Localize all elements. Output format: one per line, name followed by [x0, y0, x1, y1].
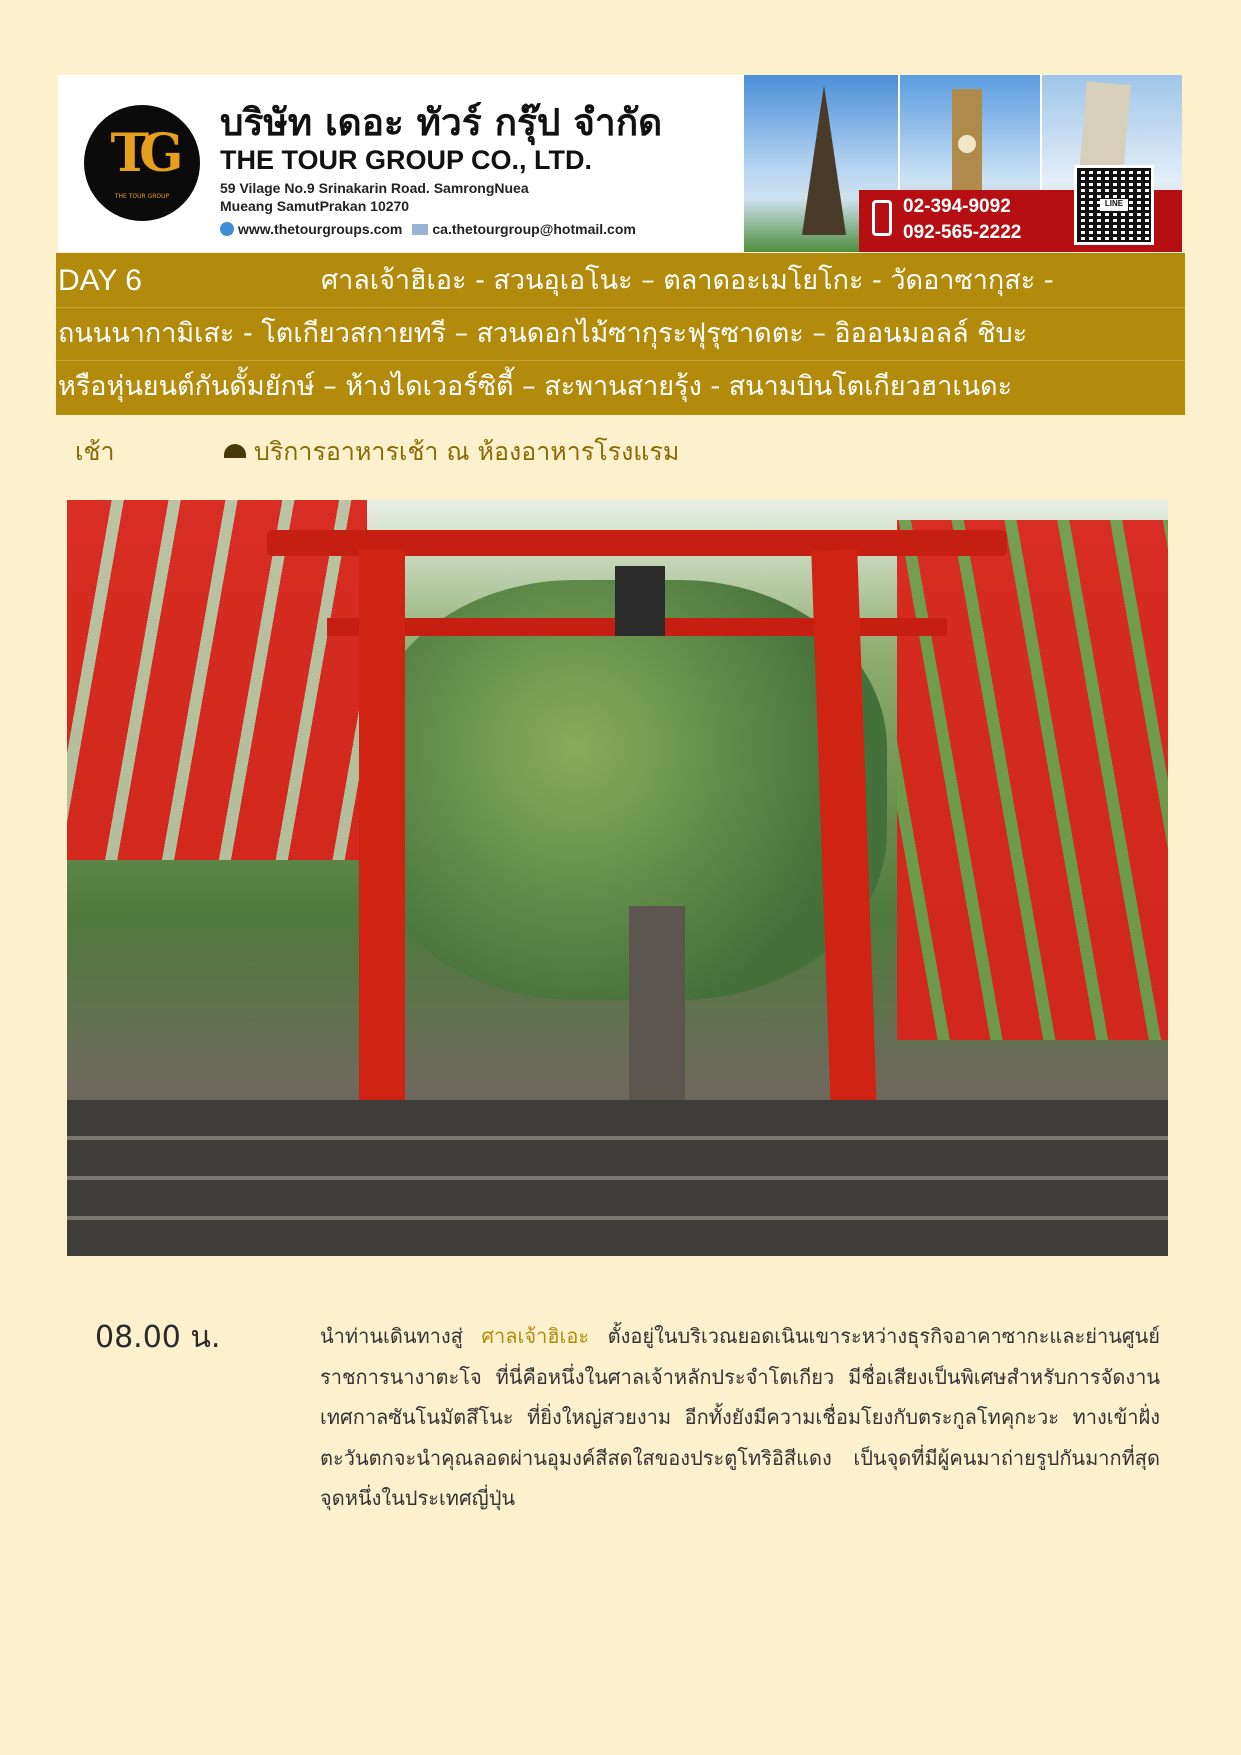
schedule-time: 08.00 น.	[95, 1320, 221, 1355]
day-title-line-1: ศาลเจ้าฮิเอะ - สวนอุเอโนะ – ตลาดอะเมโยโกะ - วัดอาซากุสะ -	[321, 265, 1054, 296]
phone-number-1[interactable]: 02-394-9092	[903, 196, 1011, 217]
address-line-2: Mueang SamutPrakan 10270	[220, 198, 410, 214]
day-title-bar	[56, 253, 1185, 415]
day-title-line-3: หรือหุ่นยนต์กันดั้มยักษ์ – ห้างไดเวอร์ซิตี้ – สะพานสายรุ้ง - สนามบินโตเกียวฮาเนดะ	[58, 371, 1013, 402]
trees	[367, 580, 887, 1000]
hie-shrine-photo	[67, 500, 1168, 1256]
torii-plaque	[615, 566, 665, 636]
email-link[interactable]: ca.thetourgroup@hotmail.com	[432, 221, 636, 237]
stone-steps	[67, 1100, 1168, 1256]
clock-face-icon	[958, 135, 976, 153]
torii-left-pillar	[359, 550, 405, 1110]
contact-line	[220, 221, 636, 237]
company-logo	[84, 105, 200, 221]
logo-monogram: TG	[110, 123, 174, 184]
company-name-thai: บริษัท เดอะ ทัวร์ กรุ๊ป จำกัด	[220, 101, 663, 144]
day-title-line-2: ถนนนากามิเสะ - โตเกียวสกายทรี – สวนดอกไม้ซากุระฟุรุซาดตะ – อิออนมอลล์ ชิบะ	[58, 318, 1028, 349]
red-banners-right	[897, 520, 1168, 1040]
schedule-body: ตั้งอยู่ในบริเวณยอดเนินเขาระหว่างธุรกิจอาคาซากะและย่านศูนย์ราชการนางาตะโจ ที่นี่คือหนึ่งในศาลเจ้าหลักประจำโตเกียว มีชื่อเสียงเป็นพิเศษสำหรับการจัดงานเทศกาลซันโนมัตสึโนะ ที่ยิ่งใหญ่สวยงาม อีกทั้งยังมีความเชื่อมโยงกับตระกูลโทคุกะวะ ทางเข้าฝั่งตะวันตกจะนำคุณลอดผ่านอุมงค์สีสดใสของประตูโทริอิสีแดง เป็นจุดที่มีผู้คนมาถ่ายรูปกันมากที่สุดจุดหนึ่งในประเทศญี่ปุ่น	[320, 1324, 1160, 1510]
dining-icon	[224, 444, 246, 458]
meal-description	[224, 432, 679, 472]
email-icon	[412, 224, 428, 235]
phone-number-2[interactable]: 092-565-2222	[903, 222, 1022, 243]
day-label: DAY 6	[58, 264, 142, 297]
landmark-photos	[744, 75, 1182, 252]
company-banner	[58, 75, 1182, 252]
address-line-1: 59 Vilage No.9 Srinakarin Road. SamrongNuea	[220, 180, 529, 196]
qr-label: LINE	[1100, 199, 1128, 211]
logo-caption: THE TOUR GROUP	[114, 193, 170, 200]
schedule-description	[320, 1316, 1160, 1519]
meal-text: บริการอาหารเช้า ณ ห้องอาหารโรงแรม	[254, 437, 680, 466]
company-name-english: THE TOUR GROUP CO., LTD.	[220, 145, 593, 175]
schedule-highlight: ศาลเจ้าฮิเอะ	[481, 1324, 590, 1348]
globe-icon	[220, 222, 234, 236]
website-link[interactable]: www.thetourgroups.com	[238, 221, 403, 237]
phone-icon	[872, 200, 892, 236]
meal-time: เช้า	[75, 437, 115, 466]
schedule-intro: นำท่านเดินทางสู่	[320, 1324, 482, 1348]
eiffel-tower-icon	[802, 85, 846, 235]
stone-monument	[629, 906, 685, 1116]
